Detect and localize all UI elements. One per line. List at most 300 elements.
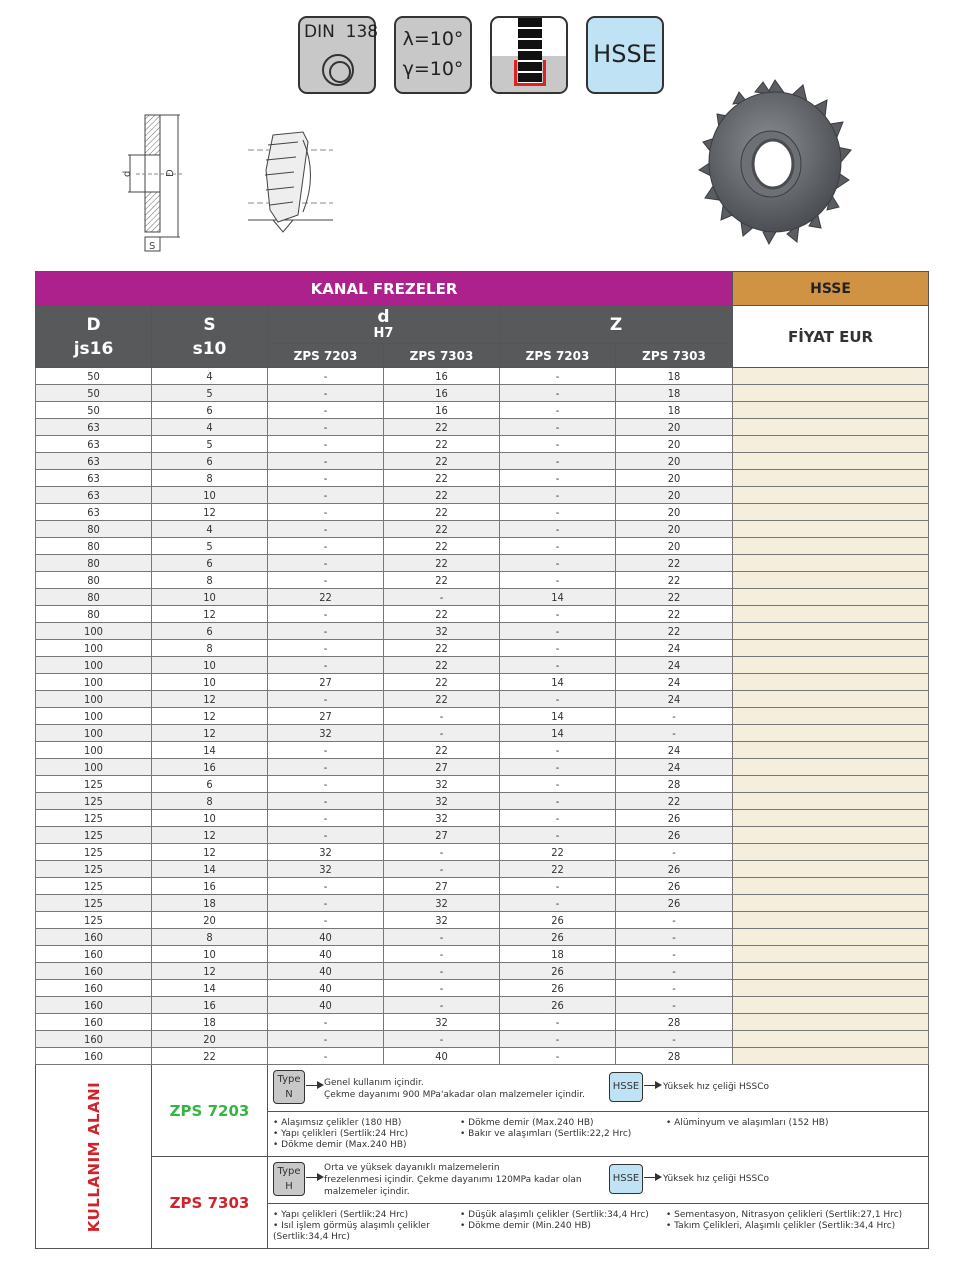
cell-z-zps7203: 18 [500, 946, 616, 963]
cell-price [733, 963, 929, 980]
cell-d-zps7303: - [384, 589, 500, 606]
table-row [36, 997, 929, 1014]
cell-d-zps7303: 32 [384, 623, 500, 640]
cell-d-zps7203: 40 [268, 980, 384, 997]
arrow-icon [306, 1177, 322, 1178]
cell-S: 10 [152, 810, 268, 827]
cell-D: 125 [36, 810, 152, 827]
table-row [36, 657, 929, 674]
cell-d-zps7303: 16 [384, 368, 500, 385]
table-row [36, 1048, 929, 1065]
cell-z-zps7203: - [500, 759, 616, 776]
cell-d-zps7303: - [384, 963, 500, 980]
cell-z-zps7303: 18 [616, 402, 733, 419]
cell-d-zps7303: 27 [384, 759, 500, 776]
cell-S: 6 [152, 623, 268, 640]
cell-D: 125 [36, 895, 152, 912]
cell-S: 14 [152, 861, 268, 878]
cell-d-zps7203: - [268, 1048, 384, 1065]
label-D: D [165, 169, 176, 177]
cell-z-zps7203: - [500, 623, 616, 640]
cell-z-zps7203: - [500, 572, 616, 589]
cell-price [733, 929, 929, 946]
cell-S: 10 [152, 657, 268, 674]
cell-d-zps7203: - [268, 827, 384, 844]
cell-D: 100 [36, 640, 152, 657]
cell-d-zps7203: - [268, 912, 384, 929]
cell-price [733, 453, 929, 470]
cell-z-zps7203: - [500, 470, 616, 487]
cell-S: 8 [152, 929, 268, 946]
cell-S: 14 [152, 742, 268, 759]
cell-z-zps7203: - [500, 1031, 616, 1048]
cell-D: 160 [36, 1031, 152, 1048]
cell-z-zps7303: - [616, 929, 733, 946]
cell-S: 16 [152, 759, 268, 776]
teeth-profile-drawing [248, 130, 338, 240]
hsse-badge-small: HSSE [609, 1164, 643, 1194]
table-row [36, 827, 929, 844]
cell-S: 4 [152, 368, 268, 385]
cell-S: 6 [152, 453, 268, 470]
cell-d-zps7303: 22 [384, 742, 500, 759]
arrow-icon [644, 1177, 660, 1178]
table-row [36, 572, 929, 589]
cell-S: 10 [152, 946, 268, 963]
cell-S: 8 [152, 470, 268, 487]
cell-z-zps7303: 22 [616, 589, 733, 606]
cell-d-zps7203: - [268, 623, 384, 640]
cell-S: 12 [152, 708, 268, 725]
col-d-header: d H7 [268, 306, 500, 344]
cell-z-zps7303: 26 [616, 878, 733, 895]
cell-d-zps7303: 32 [384, 1014, 500, 1031]
cell-d-zps7203: 22 [268, 589, 384, 606]
cell-D: 160 [36, 980, 152, 997]
arrow-icon [644, 1085, 660, 1086]
cell-z-zps7303: 20 [616, 453, 733, 470]
type-n-badge: Type N [273, 1070, 305, 1104]
cell-S: 20 [152, 1031, 268, 1048]
cell-d-zps7203: 32 [268, 861, 384, 878]
cell-S: 14 [152, 980, 268, 997]
cell-d-zps7303: 32 [384, 912, 500, 929]
cell-z-zps7303: 26 [616, 895, 733, 912]
cell-z-zps7203: 26 [500, 963, 616, 980]
cell-d-zps7203: - [268, 895, 384, 912]
cell-z-zps7203: - [500, 1014, 616, 1031]
cell-d-zps7303: 22 [384, 487, 500, 504]
cell-z-zps7303: 22 [616, 623, 733, 640]
cell-S: 20 [152, 912, 268, 929]
cell-d-zps7203: - [268, 402, 384, 419]
table-row [36, 1031, 929, 1048]
cell-D: 125 [36, 844, 152, 861]
cell-d-zps7303: - [384, 929, 500, 946]
cell-S: 10 [152, 589, 268, 606]
cell-S: 18 [152, 1014, 268, 1031]
cell-D: 80 [36, 555, 152, 572]
cell-price [733, 419, 929, 436]
cell-price [733, 521, 929, 538]
cell-price [733, 997, 929, 1014]
cell-price [733, 912, 929, 929]
usage-code-zps7203: ZPS 7203 [152, 1065, 268, 1157]
cell-d-zps7303: 32 [384, 810, 500, 827]
cell-S: 12 [152, 606, 268, 623]
cell-z-zps7303: - [616, 912, 733, 929]
cell-z-zps7203: - [500, 793, 616, 810]
cell-D: 80 [36, 538, 152, 555]
label-d: d [122, 170, 133, 177]
cell-z-zps7303: 24 [616, 742, 733, 759]
table-row [36, 589, 929, 606]
cell-z-zps7303: 26 [616, 861, 733, 878]
cell-d-zps7203: - [268, 742, 384, 759]
cell-d-zps7303: 32 [384, 776, 500, 793]
cell-D: 80 [36, 572, 152, 589]
cell-D: 80 [36, 606, 152, 623]
cell-d-zps7303: - [384, 980, 500, 997]
cell-D: 63 [36, 419, 152, 436]
product-image-saw-blade [695, 72, 855, 252]
cell-S: 12 [152, 844, 268, 861]
cell-D: 100 [36, 657, 152, 674]
cell-z-zps7303: - [616, 708, 733, 725]
cell-price [733, 1048, 929, 1065]
table-row [36, 946, 929, 963]
cell-D: 160 [36, 929, 152, 946]
cell-z-zps7203: 26 [500, 997, 616, 1014]
cell-d-zps7303: 22 [384, 657, 500, 674]
cell-d-zps7303: 27 [384, 827, 500, 844]
cell-d-zps7203: - [268, 878, 384, 895]
cell-D: 125 [36, 827, 152, 844]
cell-z-zps7203: - [500, 776, 616, 793]
cell-price [733, 725, 929, 742]
cell-d-zps7203: - [268, 555, 384, 572]
cell-z-zps7303: - [616, 844, 733, 861]
hsse-description: Yüksek hız çeliği HSSCo [663, 1082, 770, 1092]
cell-d-zps7203: - [268, 453, 384, 470]
cell-price [733, 368, 929, 385]
cell-z-zps7203: - [500, 453, 616, 470]
table-row [36, 742, 929, 759]
cell-D: 50 [36, 402, 152, 419]
cell-z-zps7303: 22 [616, 793, 733, 810]
table-row [36, 912, 929, 929]
cell-z-zps7303: - [616, 963, 733, 980]
table-row [36, 895, 929, 912]
cell-D: 100 [36, 708, 152, 725]
hsse-badge: HSSE [586, 16, 664, 94]
cell-D: 100 [36, 759, 152, 776]
table-row [36, 1014, 929, 1031]
cell-z-zps7303: 28 [616, 1048, 733, 1065]
cell-z-zps7203: 14 [500, 708, 616, 725]
cell-d-zps7203: - [268, 810, 384, 827]
cell-price [733, 606, 929, 623]
cell-d-zps7203: - [268, 419, 384, 436]
cell-d-zps7303: - [384, 861, 500, 878]
cell-z-zps7303: 26 [616, 810, 733, 827]
cell-z-zps7203: - [500, 436, 616, 453]
cell-z-zps7303: 22 [616, 555, 733, 572]
cell-d-zps7303: 27 [384, 878, 500, 895]
cell-D: 125 [36, 776, 152, 793]
cell-S: 10 [152, 674, 268, 691]
cell-S: 8 [152, 793, 268, 810]
table-row [36, 402, 929, 419]
cell-d-zps7303: 22 [384, 521, 500, 538]
cell-d-zps7303: - [384, 708, 500, 725]
cell-z-zps7303: - [616, 1031, 733, 1048]
cell-z-zps7303: 20 [616, 436, 733, 453]
usage-zps7203 [268, 1065, 929, 1157]
cell-z-zps7303: 18 [616, 385, 733, 402]
cell-d-zps7203: - [268, 436, 384, 453]
cell-d-zps7203: 40 [268, 946, 384, 963]
hsse-description: Yüksek hız çeliği HSSCo [663, 1174, 770, 1184]
hsse-badge-small: HSSE [609, 1072, 643, 1102]
col-D-header: D js16 [36, 306, 152, 368]
cell-z-zps7203: - [500, 810, 616, 827]
cell-price [733, 776, 929, 793]
cell-D: 100 [36, 674, 152, 691]
z-zps7303-header: ZPS 7303 [616, 344, 733, 368]
cell-d-zps7203: - [268, 470, 384, 487]
cell-d-zps7203: 32 [268, 844, 384, 861]
gamma-angle: γ=10° [402, 58, 464, 80]
cell-D: 160 [36, 946, 152, 963]
cell-price [733, 623, 929, 640]
keyway-bore-icon [322, 54, 354, 86]
cell-S: 6 [152, 402, 268, 419]
cell-d-zps7203: - [268, 691, 384, 708]
cell-d-zps7203: - [268, 657, 384, 674]
cell-D: 80 [36, 521, 152, 538]
cell-price [733, 691, 929, 708]
cell-d-zps7303: 22 [384, 504, 500, 521]
cell-z-zps7203: - [500, 691, 616, 708]
cell-z-zps7203: 14 [500, 674, 616, 691]
cell-d-zps7203: - [268, 385, 384, 402]
cell-z-zps7303: 18 [616, 368, 733, 385]
cell-z-zps7303: 20 [616, 419, 733, 436]
cell-z-zps7303: 24 [616, 674, 733, 691]
price-header: FİYAT EUR [733, 306, 929, 368]
table-row [36, 878, 929, 895]
table-row [36, 725, 929, 742]
table-row [36, 708, 929, 725]
cell-d-zps7303: - [384, 725, 500, 742]
cell-price [733, 436, 929, 453]
table-row [36, 963, 929, 980]
table-row [36, 793, 929, 810]
cell-z-zps7203: - [500, 742, 616, 759]
cell-price [733, 861, 929, 878]
cell-d-zps7303: 22 [384, 555, 500, 572]
cell-S: 12 [152, 963, 268, 980]
cell-d-zps7203: - [268, 793, 384, 810]
cell-z-zps7303: 24 [616, 657, 733, 674]
table-row [36, 538, 929, 555]
cell-z-zps7303: 20 [616, 504, 733, 521]
cell-D: 160 [36, 1048, 152, 1065]
table-row [36, 776, 929, 793]
cell-z-zps7303: 26 [616, 827, 733, 844]
cell-price [733, 895, 929, 912]
cell-d-zps7303: 22 [384, 470, 500, 487]
cell-d-zps7203: 40 [268, 997, 384, 1014]
cell-price [733, 1031, 929, 1048]
table-row [36, 810, 929, 827]
cell-D: 63 [36, 470, 152, 487]
material-header: HSSE [733, 272, 929, 306]
cell-D: 100 [36, 742, 152, 759]
cell-S: 6 [152, 776, 268, 793]
cell-d-zps7303: 40 [384, 1048, 500, 1065]
cell-d-zps7303: - [384, 844, 500, 861]
cell-price [733, 487, 929, 504]
cell-S: 6 [152, 555, 268, 572]
cell-D: 160 [36, 963, 152, 980]
table-row [36, 436, 929, 453]
table-row [36, 385, 929, 402]
col-S-header: S s10 [152, 306, 268, 368]
table-row [36, 691, 929, 708]
cell-z-zps7203: - [500, 402, 616, 419]
lambda-angle: λ=10° [402, 28, 464, 50]
cell-S: 8 [152, 640, 268, 657]
table-row [36, 419, 929, 436]
cell-d-zps7203: - [268, 776, 384, 793]
cell-z-zps7203: - [500, 606, 616, 623]
cell-z-zps7303: 24 [616, 691, 733, 708]
cell-price [733, 878, 929, 895]
usage-code-zps7303: ZPS 7303 [152, 1157, 268, 1249]
cell-d-zps7303: 32 [384, 793, 500, 810]
materials-list: • Alaşımsız çelikler (180 HB) • Yapı çelikleri (Sertlik:24 Hrc) • Dökme demir (Max.240 HB) • Dökme demir (Max.240 HB) • Bakır ve alaşımları (Sertlik:22,2 Hrc) • Alüminyum ve alaşımları (152 HB) [268, 1111, 928, 1156]
cell-d-zps7203: - [268, 538, 384, 555]
cell-z-zps7203: - [500, 827, 616, 844]
cell-d-zps7303: 22 [384, 453, 500, 470]
table-row [36, 623, 929, 640]
cell-z-zps7203: - [500, 521, 616, 538]
cell-price [733, 657, 929, 674]
slot-milling-icon [490, 16, 568, 94]
cell-z-zps7203: 26 [500, 912, 616, 929]
cell-price [733, 555, 929, 572]
cell-S: 5 [152, 538, 268, 555]
arrow-icon [306, 1085, 322, 1086]
cell-D: 125 [36, 861, 152, 878]
cell-z-zps7303: 22 [616, 606, 733, 623]
type-description: Orta ve yüksek dayanıklı malzemelerin frezelenmesi içindir. Çekme dayanımı 120MPa kadar olan malzemeler içindir. [324, 1163, 582, 1197]
cell-price [733, 980, 929, 997]
usage-zps7303 [268, 1157, 929, 1249]
table-row [36, 368, 929, 385]
table-row [36, 674, 929, 691]
cell-S: 5 [152, 436, 268, 453]
cell-d-zps7203: 27 [268, 674, 384, 691]
cell-price [733, 402, 929, 419]
cell-d-zps7203: 27 [268, 708, 384, 725]
cell-z-zps7303: 24 [616, 640, 733, 657]
table-row [36, 453, 929, 470]
cell-S: 12 [152, 725, 268, 742]
cell-z-zps7303: - [616, 980, 733, 997]
cell-S: 18 [152, 895, 268, 912]
cell-z-zps7303: 20 [616, 538, 733, 555]
cutter-spec-table [35, 271, 929, 1249]
cell-price [733, 538, 929, 555]
cell-d-zps7203: - [268, 1014, 384, 1031]
cell-z-zps7303: 20 [616, 521, 733, 538]
cell-d-zps7303: 16 [384, 402, 500, 419]
cell-d-zps7303: - [384, 997, 500, 1014]
din-label: DIN 138 [304, 22, 379, 42]
cell-d-zps7303: 22 [384, 691, 500, 708]
d-zps7303-header: ZPS 7303 [384, 344, 500, 368]
label-S: S [149, 241, 156, 252]
cell-z-zps7203: - [500, 368, 616, 385]
cell-price [733, 504, 929, 521]
cell-D: 160 [36, 1014, 152, 1031]
cell-d-zps7203: 40 [268, 929, 384, 946]
cell-D: 80 [36, 589, 152, 606]
cell-z-zps7203: 22 [500, 861, 616, 878]
cell-z-zps7303: 24 [616, 759, 733, 776]
cell-d-zps7303: 22 [384, 419, 500, 436]
cell-S: 10 [152, 487, 268, 504]
table-row [36, 606, 929, 623]
cell-d-zps7203: 32 [268, 725, 384, 742]
cell-S: 16 [152, 878, 268, 895]
type-description: Genel kullanım içindir. Çekme dayanımı 900 MPa'akadar olan malzemeler içindir. [324, 1078, 585, 1100]
cell-z-zps7303: 28 [616, 776, 733, 793]
din-138-badge [298, 16, 379, 94]
cell-price [733, 589, 929, 606]
cell-z-zps7203: - [500, 419, 616, 436]
cell-d-zps7203: - [268, 759, 384, 776]
cell-D: 63 [36, 487, 152, 504]
cell-d-zps7203: - [268, 606, 384, 623]
cell-d-zps7203: - [268, 487, 384, 504]
cell-S: 8 [152, 572, 268, 589]
cell-price [733, 640, 929, 657]
cell-price [733, 810, 929, 827]
cell-D: 100 [36, 623, 152, 640]
cell-z-zps7203: - [500, 657, 616, 674]
cell-z-zps7303: - [616, 997, 733, 1014]
cell-d-zps7203: - [268, 368, 384, 385]
cell-d-zps7203: - [268, 504, 384, 521]
cell-D: 63 [36, 436, 152, 453]
cell-z-zps7203: 22 [500, 844, 616, 861]
cell-S: 12 [152, 504, 268, 521]
table-row [36, 929, 929, 946]
cell-price [733, 674, 929, 691]
cell-D: 50 [36, 385, 152, 402]
table-row [36, 470, 929, 487]
angle-badge [394, 16, 472, 94]
cell-d-zps7203: 40 [268, 963, 384, 980]
cell-z-zps7303: 20 [616, 470, 733, 487]
cell-D: 63 [36, 453, 152, 470]
materials-list: • Yapı çelikleri (Sertlik:24 Hrc) • Isıl işlem görmüş alaşımlı çelikler (Sertlik:34,4 Hrc) • Düşük alaşımlı çelikler (Sertlik:34,4 Hrc) • Dökme demir (Min.240 HB) • Sementasyon, Nitrasyon çelikleri (Sertlik:27,1 Hrc) • Takım Çelikleri, Alaşımlı çelikler (Sertlik:34,4 Hrc) [268, 1203, 928, 1248]
table-row [36, 861, 929, 878]
